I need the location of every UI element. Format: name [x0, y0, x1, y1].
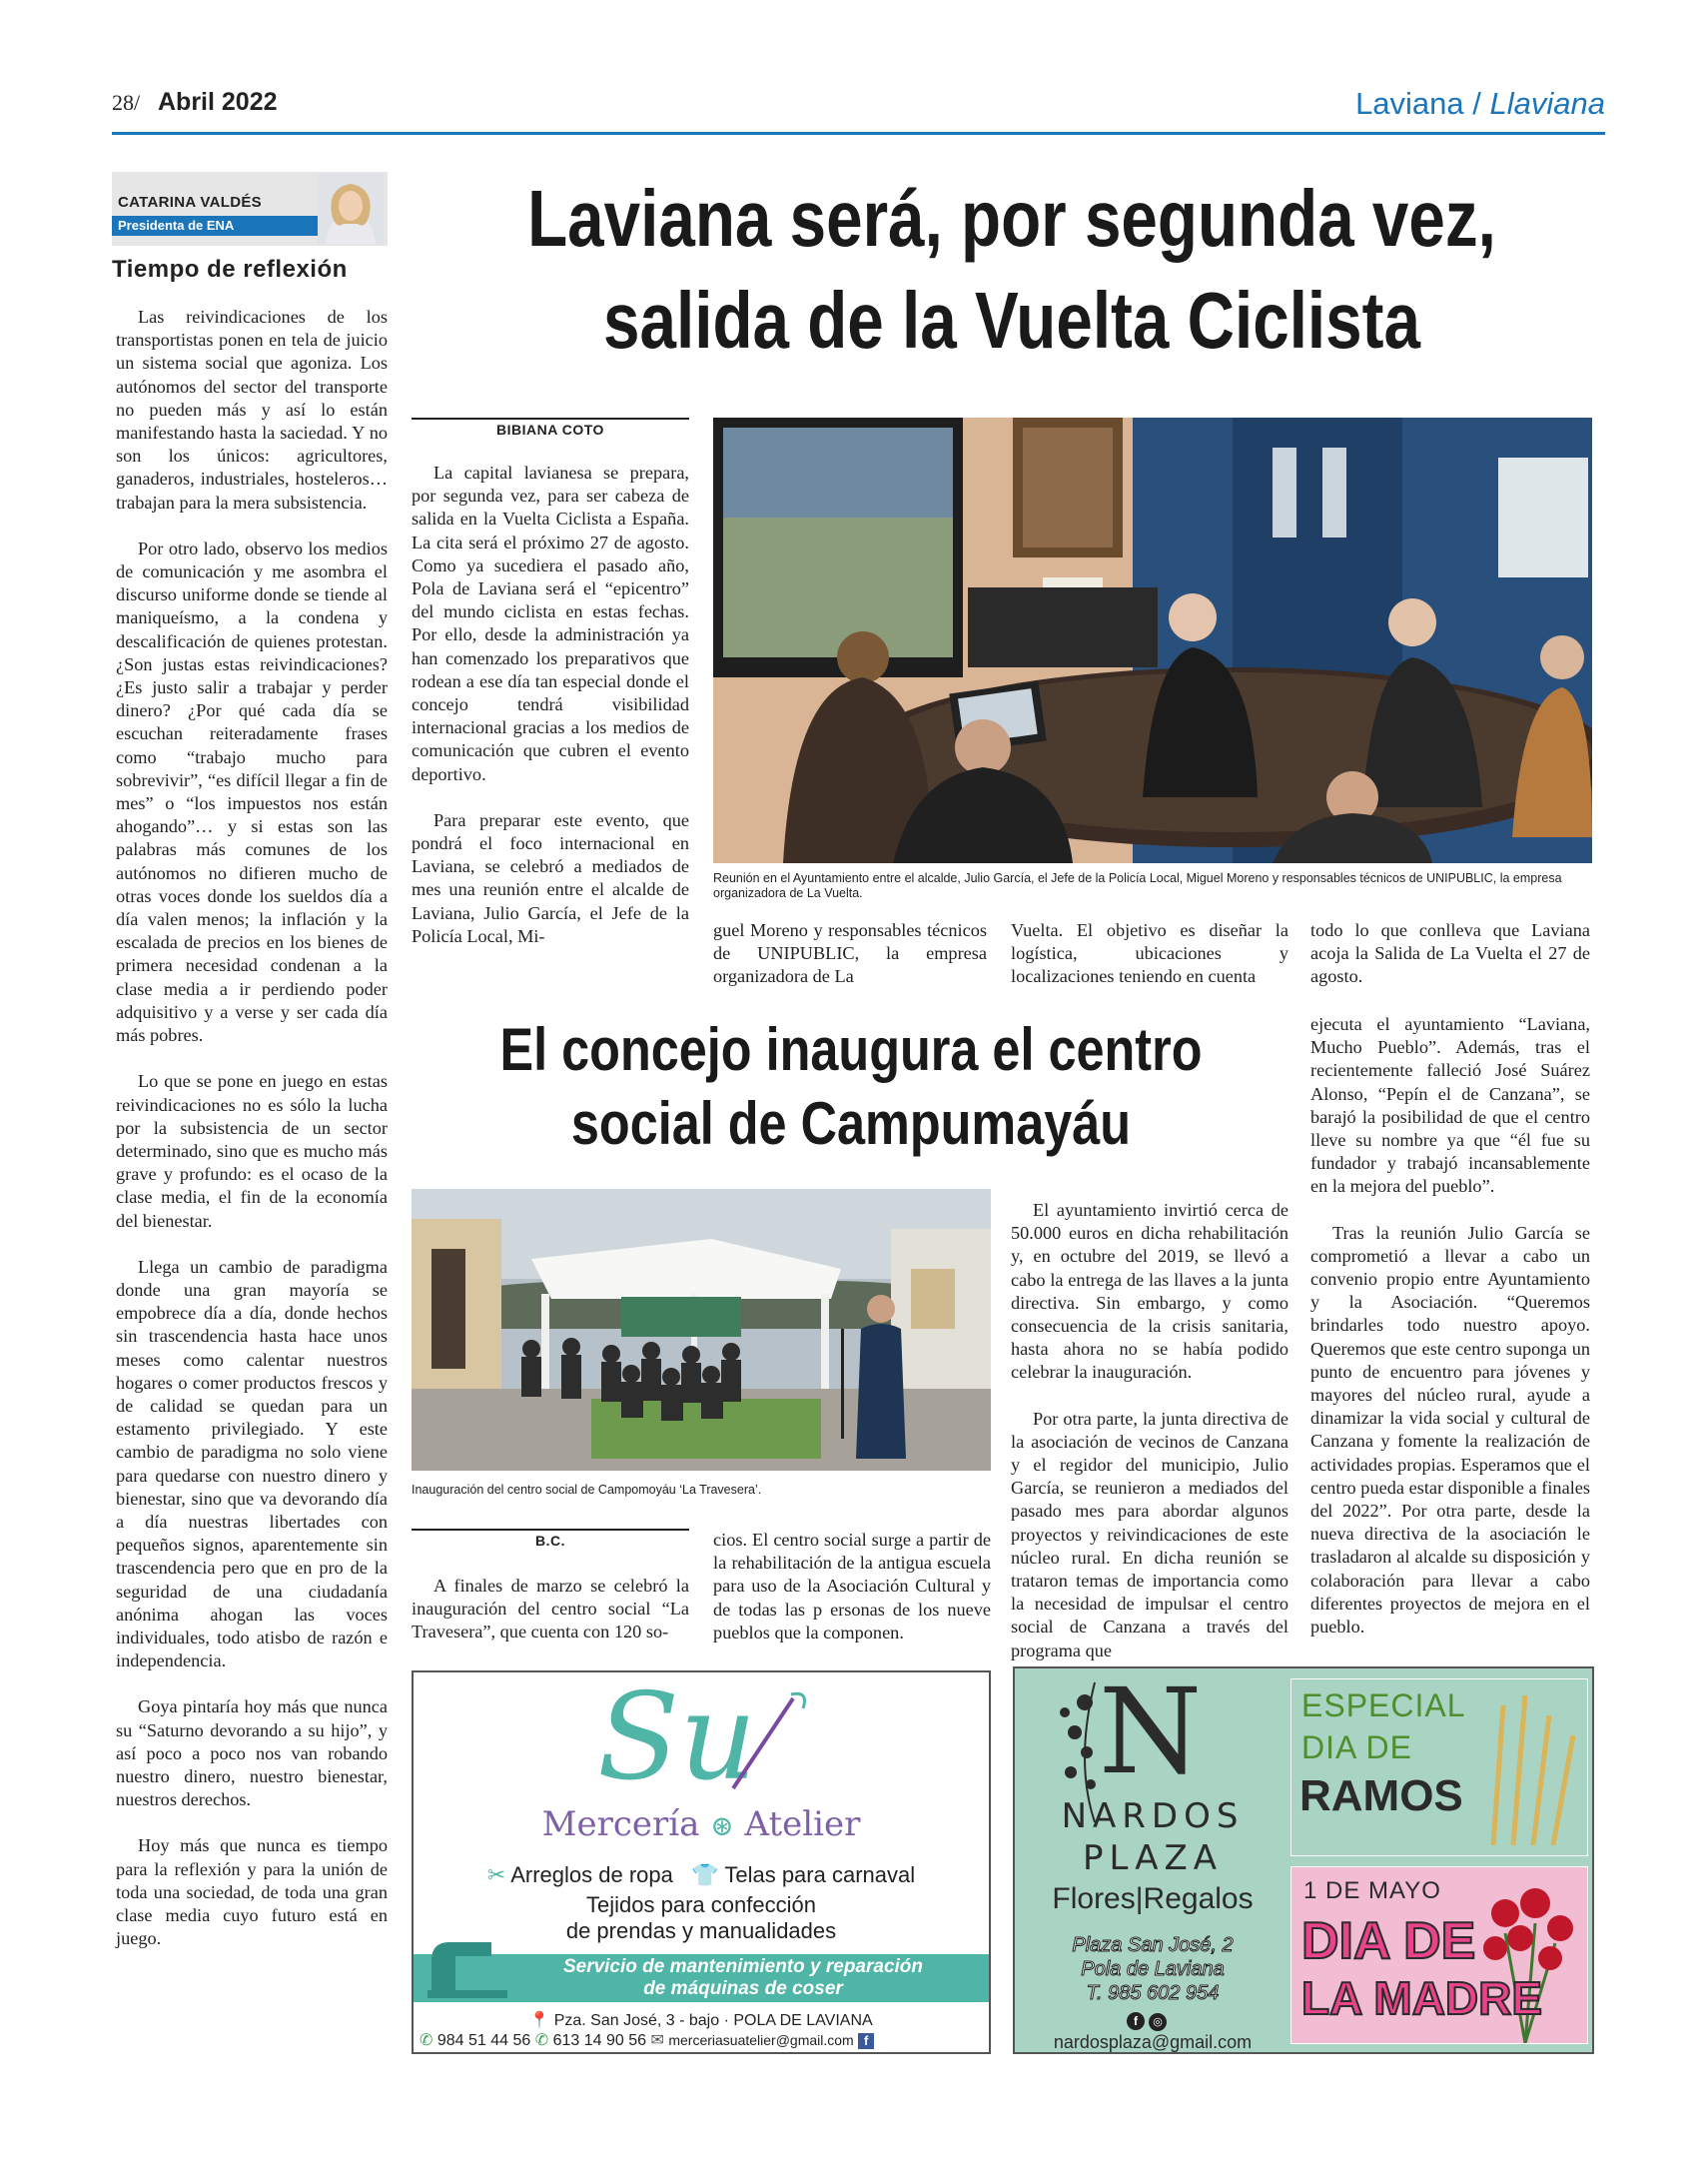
opinion-paragraph: Por otro lado, observo los medios de comunicación y me asombra el discurso uniforme donde se tiende al maniqueísmo, a la condena y descalificación de quienes protestan. ¿Son justas estas reivindicaciones? ¿Es justo salir a trabajar y perder dinero? ¿Por qué cada día se escuchan reiteradamente frases como “trabajo mucho para sobrevivir”, “es difícil llegar a fin de mes” o “los impuestos nos están ahogando”… y si estas son las palabras más comunes de los autónomos no difieren mucho de otras voces donde los sueldos día a día valen menos; la inflación y la escalada de precios en los bienes de primera necesidad condenan a la clase media a ir perdiendo poder adquisitivo y a verse y ser cada día más pobres. — [116, 538, 388, 1046]
article2-col2: cios. El centro social surge a partir de la rehabilitación de la antigua escuela para uso de la Asociación Cultural y de todas las p ersonas de los nueve pueblos que la componen. — [713, 1530, 991, 1642]
nardos-email[interactable]: nardosplaza@gmail.com — [1053, 2032, 1253, 2052]
shirt-icon: 👕 — [691, 1862, 719, 1887]
opinion-body — [116, 306, 388, 1973]
article2-headline-line2: social de Campumayáu — [570, 1090, 1132, 1157]
nardos-logo-letter: N — [1099, 1666, 1203, 1800]
article1-paragraph: La capital lavianesa se prepara, por segunda vez, para ser cabeza de salida en la Vuelta Ciclista a España. La cita será el próximo 27 de agosto. Como ya sucediera el pasado año, Pola de Laviana será el “epicentro” del mundo ciclista en estas fechas. Por ello, desde la administración ya han comenzado los preparativos que rodean a ese día tan especial donde el concejo tendrá visibilidad internacional gracias a los medios de comunicación que cubren el evento deportivo. — [412, 463, 689, 784]
opinion-paragraph: Las reivindicaciones de los transportistas ponen en tela de juicio un sistema social que agoniza. Los autónomos del sector del transporte no pueden más y así lo están manifestando hasta la saciedad. Y no son los únicos: agricultores, ganaderos, industriales, hosteleros… trabajan para la mera subsistencia. — [116, 307, 388, 513]
article1-byline: BIBIANA COTO — [412, 418, 689, 438]
opinion-title: Tiempo de reflexión — [112, 256, 348, 283]
opinion-paragraph: Goya pintaría hoy más que nunca su “Saturno devorando a su hijo”, y así poco a poco nos van robando nuestro dinero, nuestro bienestar, nuestros derechos. — [116, 1696, 388, 1810]
mail-icon: ✉ — [650, 2032, 664, 2049]
su-phone-2[interactable]: 613 14 90 56 — [552, 2032, 647, 2049]
article2-paragraph: Por otra parte, la junta directiva de la asociación de vecinos de Canzana y el regidor del municipio, Julio García, se reunieron a mediados del pasado mes para abordar algunos proyectos y reivindicaciones de este núcleo rural. En dicha reunión se trataron temas de importancia como la necesidad de impulsar el centro social de Canzana a través del programa que — [1011, 1408, 1288, 1660]
issue-date: Abril 2022 — [158, 88, 278, 116]
article1-col3: Vuelta. El objetivo es diseñar la logística, ubicaciones y localizaciones teniendo en cuenta — [1011, 920, 1288, 987]
su-name-1: Mercería — [541, 1804, 700, 1844]
su-logo-text: Su — [597, 1670, 757, 1807]
article2-paragraph: A finales de marzo se celebró la inauguración del centro social “La Travesera”, que cuenta con 120 so- — [412, 1576, 689, 1642]
su-banner-line2: de máquinas de coser — [643, 1978, 843, 1999]
nardos-address-2: Pola de Laviana — [1081, 1958, 1225, 1980]
opinion-author-box — [112, 172, 388, 246]
opinion-paragraph: Lo que se pone en juego en estas reivindicaciones no es sólo la lucha por la subsistencia de un sector determinado, sino que es mucho más grave y profundo: es el ocaso de la clase media, el fin de la economía del bienestar. — [116, 1071, 388, 1231]
ad-nardos-plaza[interactable] — [1013, 1666, 1594, 2054]
su-services-row1 — [414, 1862, 989, 1888]
article2-byline: B.C. — [412, 1529, 689, 1549]
meeting-photo-caption: Reunión en el Ayuntamiento entre el alcalde, Julio García, el Jefe de la Policía Local, Miguel Moreno y responsables técnicos de UNIPUBLIC, la empresa organizadora de La Vuelta. — [713, 871, 1562, 900]
nardos-name-1: NARDOS — [1061, 1796, 1245, 1836]
nardos-left-panel — [1015, 1668, 1290, 2052]
whatsapp-icon: ✆ — [534, 2032, 549, 2049]
su-banner-line1: Servicio de mantenimiento y reparación — [562, 1956, 924, 1977]
article2-paragraph: Tras la reunión Julio García se comprometió a llevar a cabo un convenio propio entre Ayuntamiento y la Asociación. “Queremos brindarles todo nuestro apoyo. Queremos que este centro suponga un punto de encuentro para jóvenes y mayores del núcleo rural, ayude a dinamizar la vida social y cultural de Canzana y fomente la realización de actividades propias. Esperamos que el centro pueda estar disponible a finales del 2022”. Por otra parte, desde la nueva directiva de la asociación le trasladaron al alcalde su disposición y colaboración para llevar a cabo diferentes proyectos de mejora en el pueblo. — [1310, 1222, 1590, 1638]
su-banner — [414, 1954, 989, 2002]
su-address — [414, 2010, 989, 2030]
instagram-icon[interactable]: ◎ — [1149, 2013, 1167, 2031]
facebook-icon[interactable]: f — [858, 2033, 874, 2049]
su-service-4: de prendas y manualidades — [565, 1918, 837, 1943]
su-name — [414, 1804, 989, 1844]
promo-ramos-line3: RAMOS — [1299, 1771, 1463, 1820]
author-role: Presidenta de ENA — [112, 216, 328, 236]
opinion-paragraph: Llega un cambio de paradigma donde una gran mayoría se empobrece día a día, donde hechos sin trascendencia hasta hace unos meses como calentar nuestros hogares o comer productos frescos y de calidad se quedan para un estamento privilegiado. Y este cambio de paradigma no solo viene para quedarse con nuestro dinero y bienestar, sino que va devorando día a día nuestras libertades con pequeños signos, aparentemente sin trascendencia pero que en pro de la seguridad de una ciudadanía anónima ahogan las voces individuales, todo atisbo de razón e independencia. — [116, 1256, 388, 1671]
article1-col1 — [412, 462, 689, 971]
promo-ramos — [1290, 1678, 1588, 1856]
su-logo — [583, 1670, 813, 1807]
nardos-phone[interactable]: T. 985 602 954 — [1086, 1982, 1220, 2004]
promo-madre — [1290, 1866, 1588, 2044]
nardos-name-2: PLAZA — [1082, 1838, 1224, 1878]
su-service-2: Telas para carnaval — [724, 1862, 916, 1887]
su-contacts — [420, 2030, 983, 2050]
author-name: CATARINA VALDÉS — [118, 194, 262, 211]
article2-paragraph: El ayuntamiento invirtió cerca de 50.000 euros en dicha rehabilitación y, en octubre del 2019, se llevó a cabo la entrega de las llaves a la junta directiva. Sin embargo, y como consecuencia de la crisis sanitaria, hasta ahora no se había podido celebrar la inauguración. — [1011, 1200, 1288, 1383]
inauguration-photo — [412, 1189, 991, 1471]
promo-ramos-line1: ESPECIAL — [1301, 1687, 1466, 1723]
facebook-icon[interactable]: f — [1127, 2012, 1145, 2030]
article2-headline-line1: El concejo inaugura el centro — [499, 1016, 1203, 1083]
article2-col1 — [412, 1575, 689, 1667]
inauguration-photo-caption: Inauguración del centro social de Campomoyáu ‘La Travesera’. — [412, 1483, 762, 1497]
scissors-icon: ✂ — [486, 1862, 506, 1887]
article2-paragraph: ejecuta el ayuntamiento “Laviana, Mucho Pueblo”. Además, tras el recientemente falleció José Suárez Alonso, “Pepín el de Canzana”, se barajó la posibilidad de que el centro lleve su nombre ya que “él fue su fundador y trabajó incansablemente en la mejora del pueblo”. — [1310, 1014, 1590, 1197]
nardos-address-1: Plaza San José, 2 — [1072, 1934, 1234, 1956]
article1-headline-line2: salida de la Vuelta Ciclista — [603, 276, 1420, 365]
article2-col3 — [1011, 1199, 1288, 1685]
page-number: 28/ — [112, 90, 141, 115]
meeting-photo — [713, 418, 1592, 863]
article1-col2: guel Moreno y responsables técnicos de UNIPUBLIC, la empresa organizadora de La — [713, 920, 987, 987]
su-name-2: Atelier — [744, 1804, 861, 1844]
palm-leaves-icon — [1463, 1685, 1583, 1845]
needle-icon — [723, 1688, 813, 1798]
article1-col4: todo lo que conlleva que Laviana acoja la Salida de La Vuelta el 27 de agosto. — [1310, 920, 1590, 987]
flower-icon: ⊛ — [710, 1809, 734, 1842]
ad-su-merceria[interactable] — [412, 1670, 991, 2054]
article1-headline — [526, 168, 1498, 372]
nardos-social — [1127, 2012, 1187, 2032]
su-service-1: Arreglos de ropa — [510, 1862, 673, 1887]
whatsapp-icon: ✆ — [420, 2032, 433, 2049]
article2-col4 — [1310, 1013, 1590, 1661]
promo-ramos-line2: DIA DE — [1301, 1729, 1412, 1765]
header-rule — [112, 132, 1605, 135]
section-alt: Llaviana — [1489, 86, 1605, 121]
section-main: Laviana / — [1355, 86, 1481, 121]
su-service-3: Tejidos para confección — [586, 1892, 816, 1917]
article1-paragraph: Para preparar este evento, que pondrá el foco internacional en Laviana, se celebró a mediados de mes una reunión entre el alcalde de Laviana, Julio García, el Jefe de la Policía Local, Mi- — [412, 809, 689, 946]
promo-madre-line2: DIA DE — [1301, 1912, 1476, 1970]
promo-madre-line1: 1 DE MAYO — [1303, 1877, 1441, 1904]
section-title — [1355, 86, 1605, 122]
opinion-paragraph: Hoy más que nunca es tiempo para la reflexión y para la unión de toda una sociedad, de toda una gran clase media cuyo futuro está en juego. — [116, 1835, 388, 1949]
nardos-tagline: Flores|Regalos — [1052, 1882, 1254, 1915]
su-phone-1[interactable]: 984 51 44 56 — [436, 2032, 531, 2049]
article2-headline — [481, 1013, 1220, 1161]
su-email[interactable]: merceriasuatelier@gmail.com — [668, 2032, 854, 2048]
su-address-text: Pza. San José, 3 - bajo · POLA DE LAVIANA — [553, 2012, 873, 2029]
sewing-machine-icon — [426, 1930, 509, 2000]
promo-madre-line3: LA MADRE — [1301, 1972, 1543, 2024]
location-pin-icon: 📍 — [529, 2012, 550, 2029]
article1-headline-line1: Laviana será, por segunda vez, — [527, 174, 1496, 263]
page-header — [112, 88, 1605, 136]
author-photo — [318, 174, 384, 244]
